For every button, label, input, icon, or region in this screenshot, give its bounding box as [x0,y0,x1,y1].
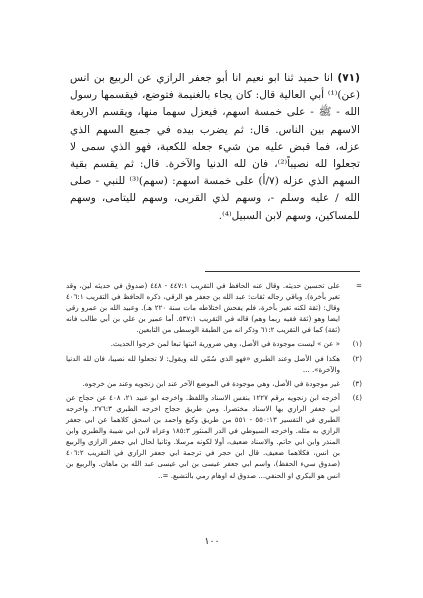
footnote-continuation [66,280,362,335]
footnotes [66,280,362,484]
footnote-text: على تحسين حديثه. وقال عنه الحافظ في التقريب ٤٤٧:١ - ٤٤٨ (صدوق في حديثه لين، وقد تغير بأخرة). وباقي رجاله ثقات: عبد الله بن جعفر هو الرقي، ذكره الحافظ في التقريب ٤٠٦:١ وقال: (ثقة لكنه تغير بأخرة، فلم يفحش اختلاطه مات سنة ٢٢٠ هـ). وعبيد الله بن عمرو رقي ايضا وهو (ثقة فقيه ربما وهم) قاله في التقريب ٥٣٧:١. أما عمير بن علي بن أبي طالب فانه (ثقة) كما في التقريب ٦١:٢ وذكر انه من الطبقة الوسطى من التابعين. [66,281,341,335]
footnote-marker: = [356,281,362,290]
footnote-marker: (٢) [352,353,362,363]
footnote-2 [66,353,362,375]
footnote-marker: (٣) [352,378,362,388]
footnote-marker: (١) [352,339,362,349]
page-number: ١٠٠ [204,536,220,547]
footnote-text: « عن » ليست موجودة في الأصل، وهي ضرورية اثبتها تبعا لمن خرجوا الحديث. [110,339,340,349]
footnote-4 [66,392,362,481]
hadith-number: (٧١) [337,72,360,84]
footnote-text: هكذا في الأصل وعند الطبري «فهو الذي سُمّي لله ويقول: لا تجعلوا لله نصيبا، فان لله الدنيا والآخرة». ... [66,353,340,374]
footnote-3 [66,378,362,389]
hadith-body: انا حميد ثنا ابو نعيم انا أبو جعفر الرازي عن الربيع بن انس (عن)⁽¹⁾ أبي العالية قال: كان يجاء بالغنيمة فتوضع، فيقسمها رسول الله - ﷺ - على خمسة اسهم، فيعزل سهما منها، ويقسم الاربعة الاسهم بين الناس. قال: ثم يضرب بيده في جميع السهم الذي عزله، فما قبض عليه من شيء جعله للكعبة، فهو الذي سمى لا تجعلوا لله نصيباً⁽²⁾، فان لله الدنيا والآخرة. قال: ثم يقسم بقية السهم الذي عزله (٧/أ) على خمسة اسهم: (سهم)⁽³⁾ للنبي - صلى الله / عليه وسلم -، وسهم لذي القربى، وسهم لليتامى، وسهم للمساكين، وسهم لابن السبيل⁽⁴⁾. [70,72,361,222]
footnote-text: غير موجودة في الأصل، وهي موجودة في الموضع الآخر عند ابن زنجويه وعند من خرجوه. [82,378,340,388]
footnote-marker: (٤) [352,392,362,402]
footnote-1 [66,338,362,349]
footnote-divider [205,271,360,272]
footnote-text: أخرجه ابن زنجويه برقم ١٢٢٧ بنفس الاسناد واللفظ. واخرجه ابو عبيد ٢١، ٤٠٨ عن حجاج عن ابي جعفر الرازي بها الاسناد مختصرا. ومن طريق حجاج اخرجه الطبري ٢٧٦:٣. واخرجه الطبري في التفسير ٥٥٠:١٣ - ٥٥١ من طريق وكيع واحمد بن اسحق كلاهما عن ابي جعفر الرازي به مثله. واخرجه السيوطي في الدر المنثور ١٨٥:٣ وعزاه لابن ابي شيبة والطبري وابن المنذر وابن ابي حاتم. والاسناد ضعيف، أولا لكونه مرسلا. وثانيا لحال ابي جعفر الرازي والربيع بن انس، فكلاهما ضعيف. قال ابن حجر في ترجمة ابي جعفر الرازي في التقريب ٤٠٦:٢ (صدوق سيء الحفظ)، واسم ابي جعفر عيسى بن ابي عيسى عبد الله بن ماهان. والربيع بن انس هو البكري او الحنفي... صدوق له اوهام رمي بالتشيع. =.. [66,392,340,480]
hadith-text [70,70,360,225]
